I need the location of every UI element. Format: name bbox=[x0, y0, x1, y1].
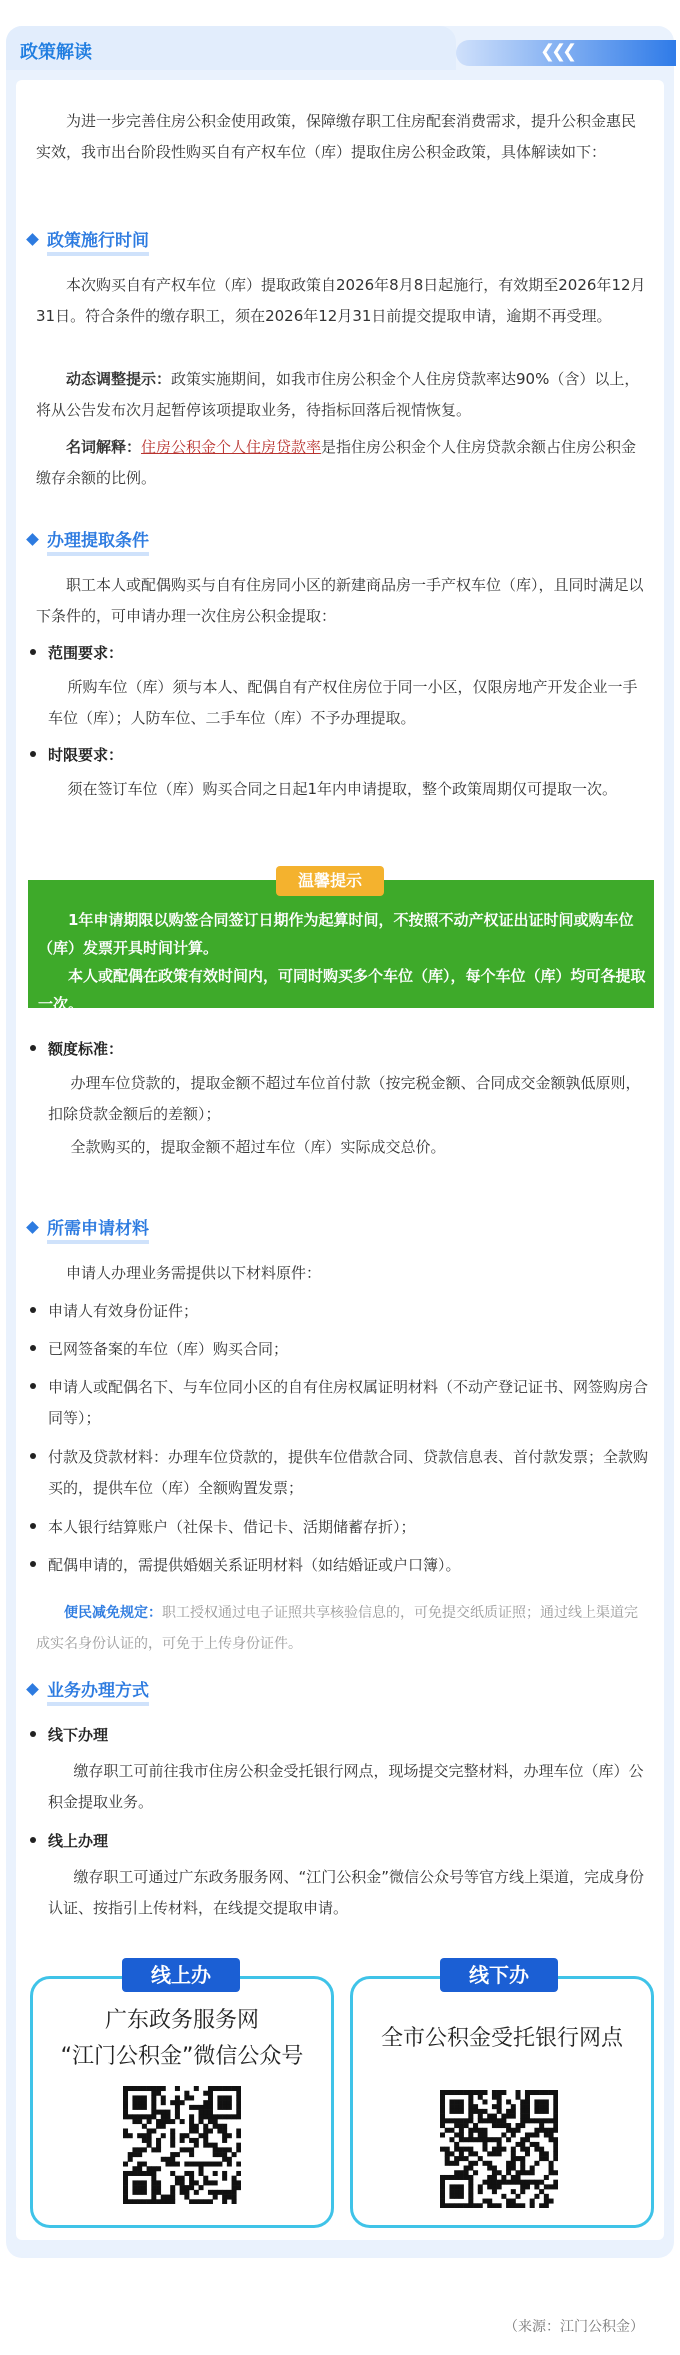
bullet-icon bbox=[30, 1837, 36, 1843]
paragraph: 所购车位（库）须与本人、配偶自有产权住房位于同一小区，仅限房地产开发企业一手车位（库）；人防车位、二手车位（库）不予办理提取。 bbox=[48, 678, 638, 727]
online-channel-line: 广东政务服务网 bbox=[104, 2008, 259, 2033]
bullet-icon bbox=[30, 649, 36, 655]
bullet-heading: 线上办理 bbox=[30, 1826, 108, 1856]
list-item: 已网签备案的车位（库）购买合同； bbox=[30, 1334, 650, 1365]
paragraph: 缴存职工可前往我市住房公积金受托银行网点，现场提交完整材料，办理车位（库）公积金提取业务。 bbox=[48, 1762, 644, 1811]
paragraph: 缴存职工可通过广东政务服务网、“江门公积金”微信公众号等官方线上渠道，完成身份认证、按指引上传材料，在线提交提取申请。 bbox=[48, 1868, 645, 1917]
bullet-icon bbox=[30, 1561, 36, 1567]
section-heading: 业务办理方式 bbox=[28, 1676, 149, 1701]
tip-title: 温馨提示 bbox=[276, 866, 384, 896]
section-heading: 办理提取条件 bbox=[28, 526, 149, 551]
paragraph: 办理车位贷款的，提取金额不超过车位首付款（按完税金额、合同成交金额孰低原则，扣除贷款金额后的差额）； bbox=[48, 1074, 641, 1123]
source-credit: （来源：江门公积金） bbox=[504, 2319, 644, 2335]
list-item: 申请人有效身份证件； bbox=[30, 1296, 650, 1327]
diamond-icon bbox=[26, 1683, 39, 1696]
diamond-icon bbox=[26, 1221, 39, 1234]
paragraph: 本次购买自有产权车位（库）提取政策自2026年8月8日起施行，有效期至2026年12月31日。符合条件的缴存职工，须在2026年12月31日前提交提取申请，逾期不再受理。 bbox=[36, 276, 646, 325]
paragraph: 全款购买的，提取金额不超过车位（库）实际成交总价。 bbox=[70, 1138, 446, 1156]
convenience-note: 便民减免规定：职工授权通过电子证照共享核验信息的，可免提交纸质证照；通过线上渠道完成实名身份认证的，可免于上传身份证件。 bbox=[36, 1605, 638, 1652]
bullet-icon bbox=[30, 1453, 36, 1459]
intro-paragraph: 为进一步完善住房公积金使用政策，保障缴存职工住房配套消费需求，提升公积金惠民实效，我市出台阶段性购买自有产权车位（库）提取住房公积金政策，具体解读如下： bbox=[36, 112, 637, 161]
paragraph: 职工本人或配偶购买与自有住房同小区的新建商品房一手产权车位（库），且同时满足以下条件的，可申请办理一次住房公积金提取： bbox=[36, 576, 644, 625]
online-channel-line: “江门公积金”微信公众号 bbox=[60, 2044, 304, 2069]
page-title: 政策解读 bbox=[20, 42, 92, 63]
offline-channel-line: 全市公积金受托银行网点 bbox=[380, 2026, 623, 2051]
section-heading: 所需申请材料 bbox=[28, 1214, 149, 1239]
bullet-icon bbox=[30, 1045, 36, 1051]
bullet-heading: 额度标准： bbox=[30, 1034, 123, 1064]
term-link[interactable]: 住房公积金个人住房贷款率 bbox=[141, 438, 322, 456]
bullet-icon bbox=[30, 751, 36, 757]
diamond-icon bbox=[26, 533, 39, 546]
section-heading: 政策施行时间 bbox=[28, 226, 149, 251]
bullet-heading: 线下办理 bbox=[30, 1720, 108, 1750]
list-item: 本人银行结算账户（社保卡、借记卡、活期储蓄存折）； bbox=[30, 1512, 650, 1543]
paragraph: 须在签订车位（库）购买合同之日起1年内申请提取，整个政策周期仅可提取一次。 bbox=[67, 780, 618, 798]
paragraph: 名词解释：住房公积金个人住房贷款率是指住房公积金个人住房贷款余额占住房公积金缴存余额的比例。 bbox=[36, 438, 637, 487]
bullet-icon bbox=[30, 1345, 36, 1351]
online-tab: 线上办 bbox=[122, 1958, 240, 1992]
tip-text: 本人或配偶在政策有效时间内，可同时购买多个车位（库），每个车位（库）均可各提取一次。 bbox=[38, 967, 646, 1013]
tip-text: 1年申请期限以购签合同签订日期作为起算时间，不按照不动产权证出证时间或购车位（库）发票开具时间计算。 bbox=[38, 911, 634, 957]
bullet-heading: 时限要求： bbox=[30, 740, 123, 770]
paragraph: 动态调整提示：政策实施期间，如我市住房公积金个人住房贷款率达90%（含）以上，将从公告发布次月起暂停该项提取业务，待指标回落后视情恢复。 bbox=[36, 370, 640, 419]
tip-box bbox=[28, 880, 654, 1013]
offline-tab: 线下办 bbox=[440, 1958, 558, 1992]
list-item: 申请人或配偶名下、与车位同小区的自有住房权属证明材料（不动产登记证书、网签购房合同等）； bbox=[30, 1372, 650, 1434]
bullet-icon bbox=[30, 1307, 36, 1313]
list-item: 付款及贷款材料：办理车位贷款的，提供车位借款合同、贷款信息表、首付款发票；全款购买的，提供车位（库）全额购置发票； bbox=[30, 1442, 650, 1504]
bullet-icon bbox=[30, 1523, 36, 1529]
qr-code-icon[interactable] bbox=[123, 2086, 241, 2204]
bullet-heading: 范围要求： bbox=[30, 638, 123, 668]
list-item: 配偶申请的，需提供婚姻关系证明材料（如结婚证或户口簿）。 bbox=[30, 1550, 650, 1581]
paragraph: 申请人办理业务需提供以下材料原件： bbox=[66, 1264, 322, 1282]
chevron-left-icon: ❮❮❮ bbox=[540, 41, 574, 62]
bullet-icon bbox=[30, 1383, 36, 1389]
bullet-icon bbox=[30, 1731, 36, 1737]
diamond-icon bbox=[26, 233, 39, 246]
qr-code-icon[interactable] bbox=[440, 2090, 558, 2208]
